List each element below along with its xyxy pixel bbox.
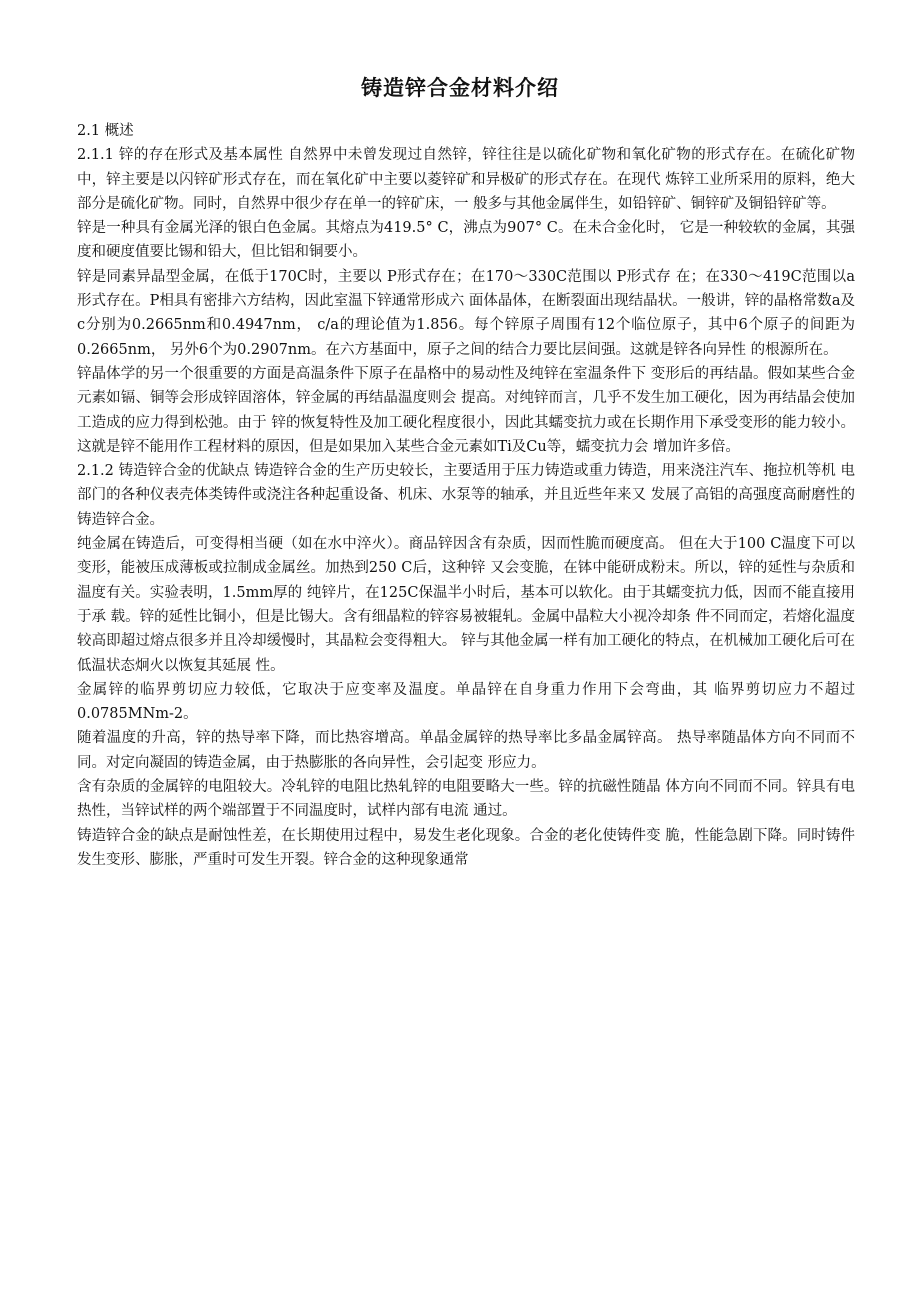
paragraph-alloy-drawbacks: 铸造锌合金的缺点是耐蚀性差，在长期使用过程中，易发生老化现象。合金的老化使铸件变 脆，性能急剧下降。同时铸件发生变形、膨胀，严重时可发生开裂。锌合金的这种现象通常 [77,827,855,868]
paragraph-zinc-recrystallization: 锌晶体学的另一个很重要的方面是高温条件下原子在晶格中的易动性及纯锌在室温条件下 变形后的再结晶。假如某些合金元素如镉、铜等会形成锌固溶体，锌金属的再结晶温度则会 提高。对纯锌而言，几乎不发生加工硬化，因为再结晶会使加工造成的应力得到松弛。由于 锌的恢复特性及加工硬化程度很小，因此其蠕变抗力或在长期作用下承受变形的能力较小。 这就是锌不能用作工程材料的原因，但是如果加入某些合金元素如Ti及Cu等，蠕变抗力会 增加许多倍。 [77,365,855,455]
paragraph-zinc-allotropy: 锌是同素异晶型金属，在低于170C时，主要以 P形式存在；在170～330C范围以 P形式存 在；在330～419C范围以a形式存在。P相具有密排六方结构，因此室温下锌通常形成六 面体晶体，在断裂面出现结晶状。一般讲，锌的晶格常数a及c分别为0.2665nm和0.4947nm， c/a的理论值为1.856。每个锌原子周围有12个临位原子，其中6个原子的间距为0.2665nm， 另外6个为0.2907nm。在六方基面中，原子之间的结合力要比层间强。这就是锌各向异性 的根源所在。 [77,268,855,358]
document-title: 铸造锌合金材料介绍 [361,76,559,100]
paragraph-critical-shear-stress: 金属锌的临界剪切应力较低，它取决于应变率及温度。单晶锌在自身重力作用下会弯曲，其 临界剪切应力不超过 0.0785MNm-2。 [77,681,855,723]
paragraph-electrical-resistance: 含有杂质的金属锌的电阻较大。冷轧锌的电阻比热轧锌的电阻要略大一些。锌的抗磁性随晶 体方向不同而不同。锌具有电热性，当锌试样的两个端部置于不同温度时，试样内部有电流 通过。 [77,779,855,820]
paragraph-zinc-properties: 锌是一种具有金属光泽的银白色金属。其熔点为419.5° C，沸点为907° C。在未合金化时， 它是一种较软的金属，其强度和硬度值要比锡和铅大，但比铝和铜要小。 [77,220,855,261]
paragraph-zinc-existence: 2.1.1 锌的存在形式及基本属性 自然界中未曾发现过自然锌，锌往往是以硫化矿物和氧化矿物的形式存在。在硫化矿物 中，锌主要是以闪锌矿形式存在，而在氧化矿中主要以菱锌矿和异极矿的形式存在。在现代 炼锌工业所采用的原料，绝大部分是硫化矿物。同时，自然界中很少存在单一的锌矿床，一 般多与其他金属伴生，如铅锌矿、铜锌矿及铜铅锌矿等。 [77,147,855,212]
paragraph-cast-zinc-alloy-pros-cons: 2.1.2 铸造锌合金的优缺点 铸造锌合金的生产历史较长，主要适用于压力铸造或重力铸造，用来浇注汽车、拖拉机等机 电部门的各种仪表壳体类铸件或浇注各种起重设备、机床、水泵等的轴承，并且近些年来又 发展了高铝的高强度高耐磨性的铸造锌合金。 [77,463,855,528]
paragraph-pure-metal-casting: 纯金属在铸造后，可变得相当硬（如在水中淬火）。商品锌因含有杂质，因而性脆而硬度高。 但在大于100 C温度下可以变形，能被压成薄板或拉制成金属丝。加热到250 C后，这种锌 又会变脆，在钵中能研成粉末。所以，锌的延性与杂质和温度有关。实验表明，1.5mm厚的 纯锌片，在125C保温半小时后，基本可以软化。由于其蠕变抗力低，因而不能直接用于承 载。锌的延性比铜小，但是比锡大。含有细晶粒的锌容易被辊轧。金属中晶粒大小视冷却条 件不同而定，若熔化温度较高即超过熔点很多并且冷却缓慢时，其晶粒会变得粗大。 锌与其他金属一样有加工硬化的特点，在机械加工硬化后可在低温状态炯火以恢复其延展 性。 [77,536,855,674]
paragraph-thermal-conductivity: 随着温度的升高，锌的热导率下降，而比热容增高。单晶金属锌的热导率比多晶金属锌高。 热导率随晶体方向不同而不同。对定向凝固的铸造金属，由于热膨胀的各向异性，会引起变 形应力。 [77,730,855,771]
document-body [77,119,855,872]
section-heading-overview: 2.1 概述 [77,123,134,139]
